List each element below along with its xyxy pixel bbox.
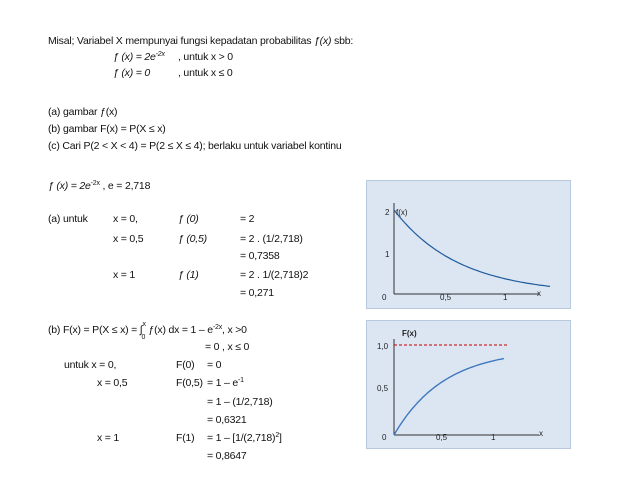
task-c: (c) Cari P(2 < X < 4) = P(2 ≤ X ≤ 4); berlaku untuk variabel kontinu	[48, 140, 342, 152]
graph-Fx-ytick-1: 1,0	[377, 342, 389, 351]
part-b-eq-5: = 0,8647	[207, 450, 247, 462]
part-b-tail: , x >0	[222, 324, 247, 336]
given-e: , e = 2,718	[102, 180, 151, 192]
part-b-exp: -2x	[212, 324, 223, 331]
graph-Fx-ytick-05: 0,5	[377, 384, 389, 393]
part-b-eq-0: = 0	[207, 359, 222, 371]
part-b-eq-2: = 1 – (1/2,718)	[207, 396, 273, 408]
graph-Fx-xtick-0: 0	[382, 433, 387, 442]
part-a-eq-0: = 2	[240, 213, 255, 225]
graph-Fx-xtick-05: 0,5	[436, 433, 448, 442]
graph-fx-panel	[366, 180, 571, 309]
part-b-line2: = 0 , x ≤ 0	[205, 341, 250, 353]
intro-text: Misal; Variabel X mempunyai fungsi kepadatan probabilitas	[48, 35, 312, 47]
graph-Fx-panel	[366, 320, 571, 449]
given-fx	[48, 180, 150, 192]
part-b-eq-4-tail: ]	[279, 432, 282, 444]
part-a-eq-3: = 2 . 1/(2,718)2	[240, 269, 309, 281]
part-b-eq-4	[207, 432, 282, 444]
graph-fx-xtick-05: 0,5	[440, 293, 452, 302]
definition-1	[113, 51, 165, 63]
graph-fx-xtick-0: 0	[382, 293, 387, 302]
task-a: (a) gambar ƒ(x)	[48, 106, 118, 118]
part-b-eq-1-exp: -1	[238, 377, 244, 384]
part-b-x-1: x = 0,5	[97, 377, 128, 389]
graph-fx-curve	[394, 210, 550, 286]
graph-Fx-ylabel: F(x)	[402, 329, 417, 338]
integral-limits	[141, 321, 148, 342]
part-b-x-4: x = 1	[97, 432, 120, 444]
part-b-F-4: F(1)	[176, 432, 195, 444]
task-b: (b) gambar F(x) = P(X ≤ x)	[48, 123, 166, 135]
graph-Fx-xlabel: x	[539, 429, 543, 438]
graph-fx-xtick-1: 1	[503, 293, 508, 302]
part-b-eq-1	[207, 377, 244, 389]
part-a-eq-4: = 0,271	[240, 287, 274, 299]
intro-line	[48, 35, 353, 47]
part-b-F-1: F(0,5)	[176, 377, 203, 389]
part-a-label: (a) untuk	[48, 213, 88, 225]
def1-exp: -2x	[155, 51, 165, 58]
part-b-formula	[48, 321, 247, 342]
part-a-f-0: ƒ (0)	[178, 213, 199, 225]
part-b-F-0: F(0)	[176, 359, 195, 371]
part-b-eq-3: = 0,6321	[207, 414, 247, 426]
integral-lower: 0	[141, 334, 146, 342]
part-a-eq-2: = 0,7358	[240, 250, 280, 262]
definition-2: ƒ (x) = 0	[113, 67, 151, 79]
graph-fx-ytick-2: 2	[385, 208, 390, 217]
part-b-mid: ƒ(x) dx = 1 – e	[148, 324, 213, 336]
part-a-f-1: ƒ (0,5)	[178, 233, 207, 245]
definition-1-cond: , untuk x > 0	[178, 51, 233, 63]
part-b-eq-1-text: = 1 – e	[207, 377, 239, 389]
part-b-x-0: untuk x = 0,	[64, 359, 117, 371]
part-a-x-0: x = 0,	[113, 213, 138, 225]
part-a-x-3: x = 1	[113, 269, 136, 281]
part-b-pre: (b) F(x) = P(X ≤ x) = ∫	[48, 324, 143, 336]
part-a-x-1: x = 0,5	[113, 233, 144, 245]
graph-Fx-curve	[394, 359, 504, 436]
intro-tail: sbb:	[334, 35, 354, 47]
graph-fx-xlabel: x	[537, 289, 541, 298]
part-a-f-3: ƒ (1)	[178, 269, 199, 281]
given-exp: -2x	[90, 180, 100, 187]
graph-Fx-xtick-1: 1	[491, 433, 496, 442]
given-fx-text: ƒ (x) = 2e	[48, 180, 91, 192]
definition-2-cond: , untuk x ≤ 0	[178, 67, 233, 79]
intro-fx: ƒ(x)	[314, 35, 332, 47]
part-b-eq-4-exp: 2	[275, 432, 280, 439]
def1-lhs: ƒ (x) = 2e	[113, 51, 156, 63]
graph-fx-ytick-1: 1	[385, 250, 390, 259]
part-a-eq-1: = 2 . (1/2,718)	[240, 233, 303, 245]
graph-fx-ylabel: f(x)	[396, 208, 408, 217]
part-b-eq-4-text: = 1 – [1/(2,718)	[207, 432, 276, 444]
integral-upper: x	[142, 321, 146, 329]
